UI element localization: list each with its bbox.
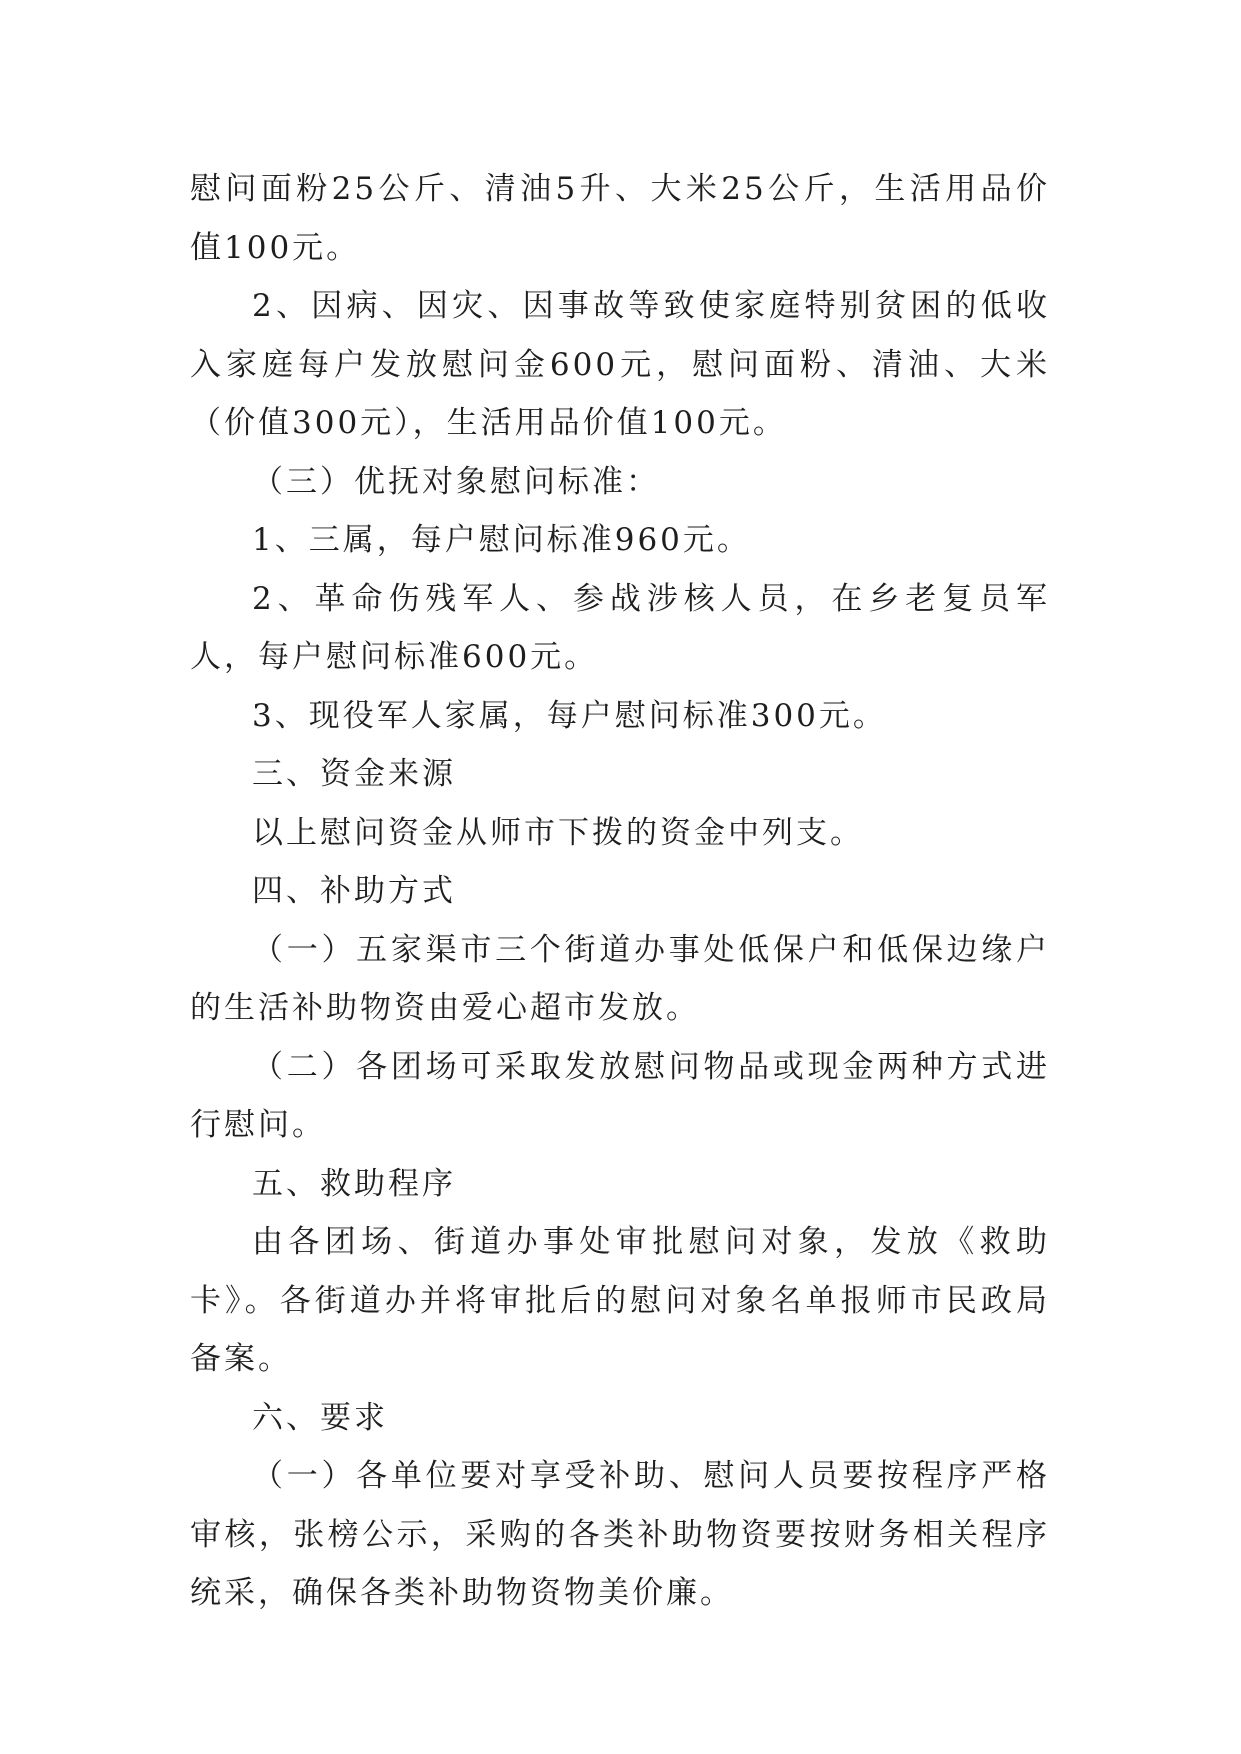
heading-relief-procedure: 五、救助程序 — [252, 1165, 456, 1202]
paragraph-subsidy-method-1: （一）五家渠市三个街道办事处低保户和低保边缘户的生活补助物资由爱心超市发放。 — [190, 931, 1050, 1026]
heading-subsidy-method: 四、补助方式 — [252, 873, 456, 909]
paragraph-continuation: 慰问面粉25公斤、清油5升、大米25公斤，生活用品价值100元。 — [190, 171, 1050, 266]
heading-preferential-standard: （三）优抚对象慰问标准： — [252, 463, 660, 500]
paragraph-funding-source: 以上慰问资金从师市下拨的资金中列支。 — [252, 814, 864, 851]
heading-funding-source: 三、资金来源 — [252, 756, 456, 792]
document-body — [190, 160, 1050, 1623]
heading-requirements: 六、要求 — [252, 1399, 388, 1436]
paragraph-military-families: 3、现役军人家属，每户慰问标准300元。 — [252, 697, 887, 734]
paragraph-three-dependents: 1、三属，每户慰问标准960元。 — [252, 522, 751, 558]
paragraph-relief-procedure: 由各团场、街道办事处审批慰问对象，发放《救助卡》。各街道办并将审批后的慰问对象名单报师市民政局备案。 — [190, 1224, 1050, 1377]
paragraph-low-income-hardship: 2、因病、因灾、因事故等致使家庭特别贫困的低收入家庭每户发放慰问金600元，慰问面粉、清油、大米（价值300元），生活用品价值100元。 — [190, 288, 1050, 441]
paragraph-subsidy-method-2: （二）各团场可采取发放慰问物品或现金两种方式进行慰问。 — [190, 1048, 1050, 1143]
paragraph-disabled-veterans: 2、革命伤残军人、参战涉核人员，在乡老复员军人，每户慰问标准600元。 — [190, 580, 1050, 675]
paragraph-requirement-1: （一）各单位要对享受补助、慰问人员要按程序严格审核，张榜公示，采购的各类补助物资要按财务相关程序统采，确保各类补助物资物美价廉。 — [190, 1458, 1050, 1611]
